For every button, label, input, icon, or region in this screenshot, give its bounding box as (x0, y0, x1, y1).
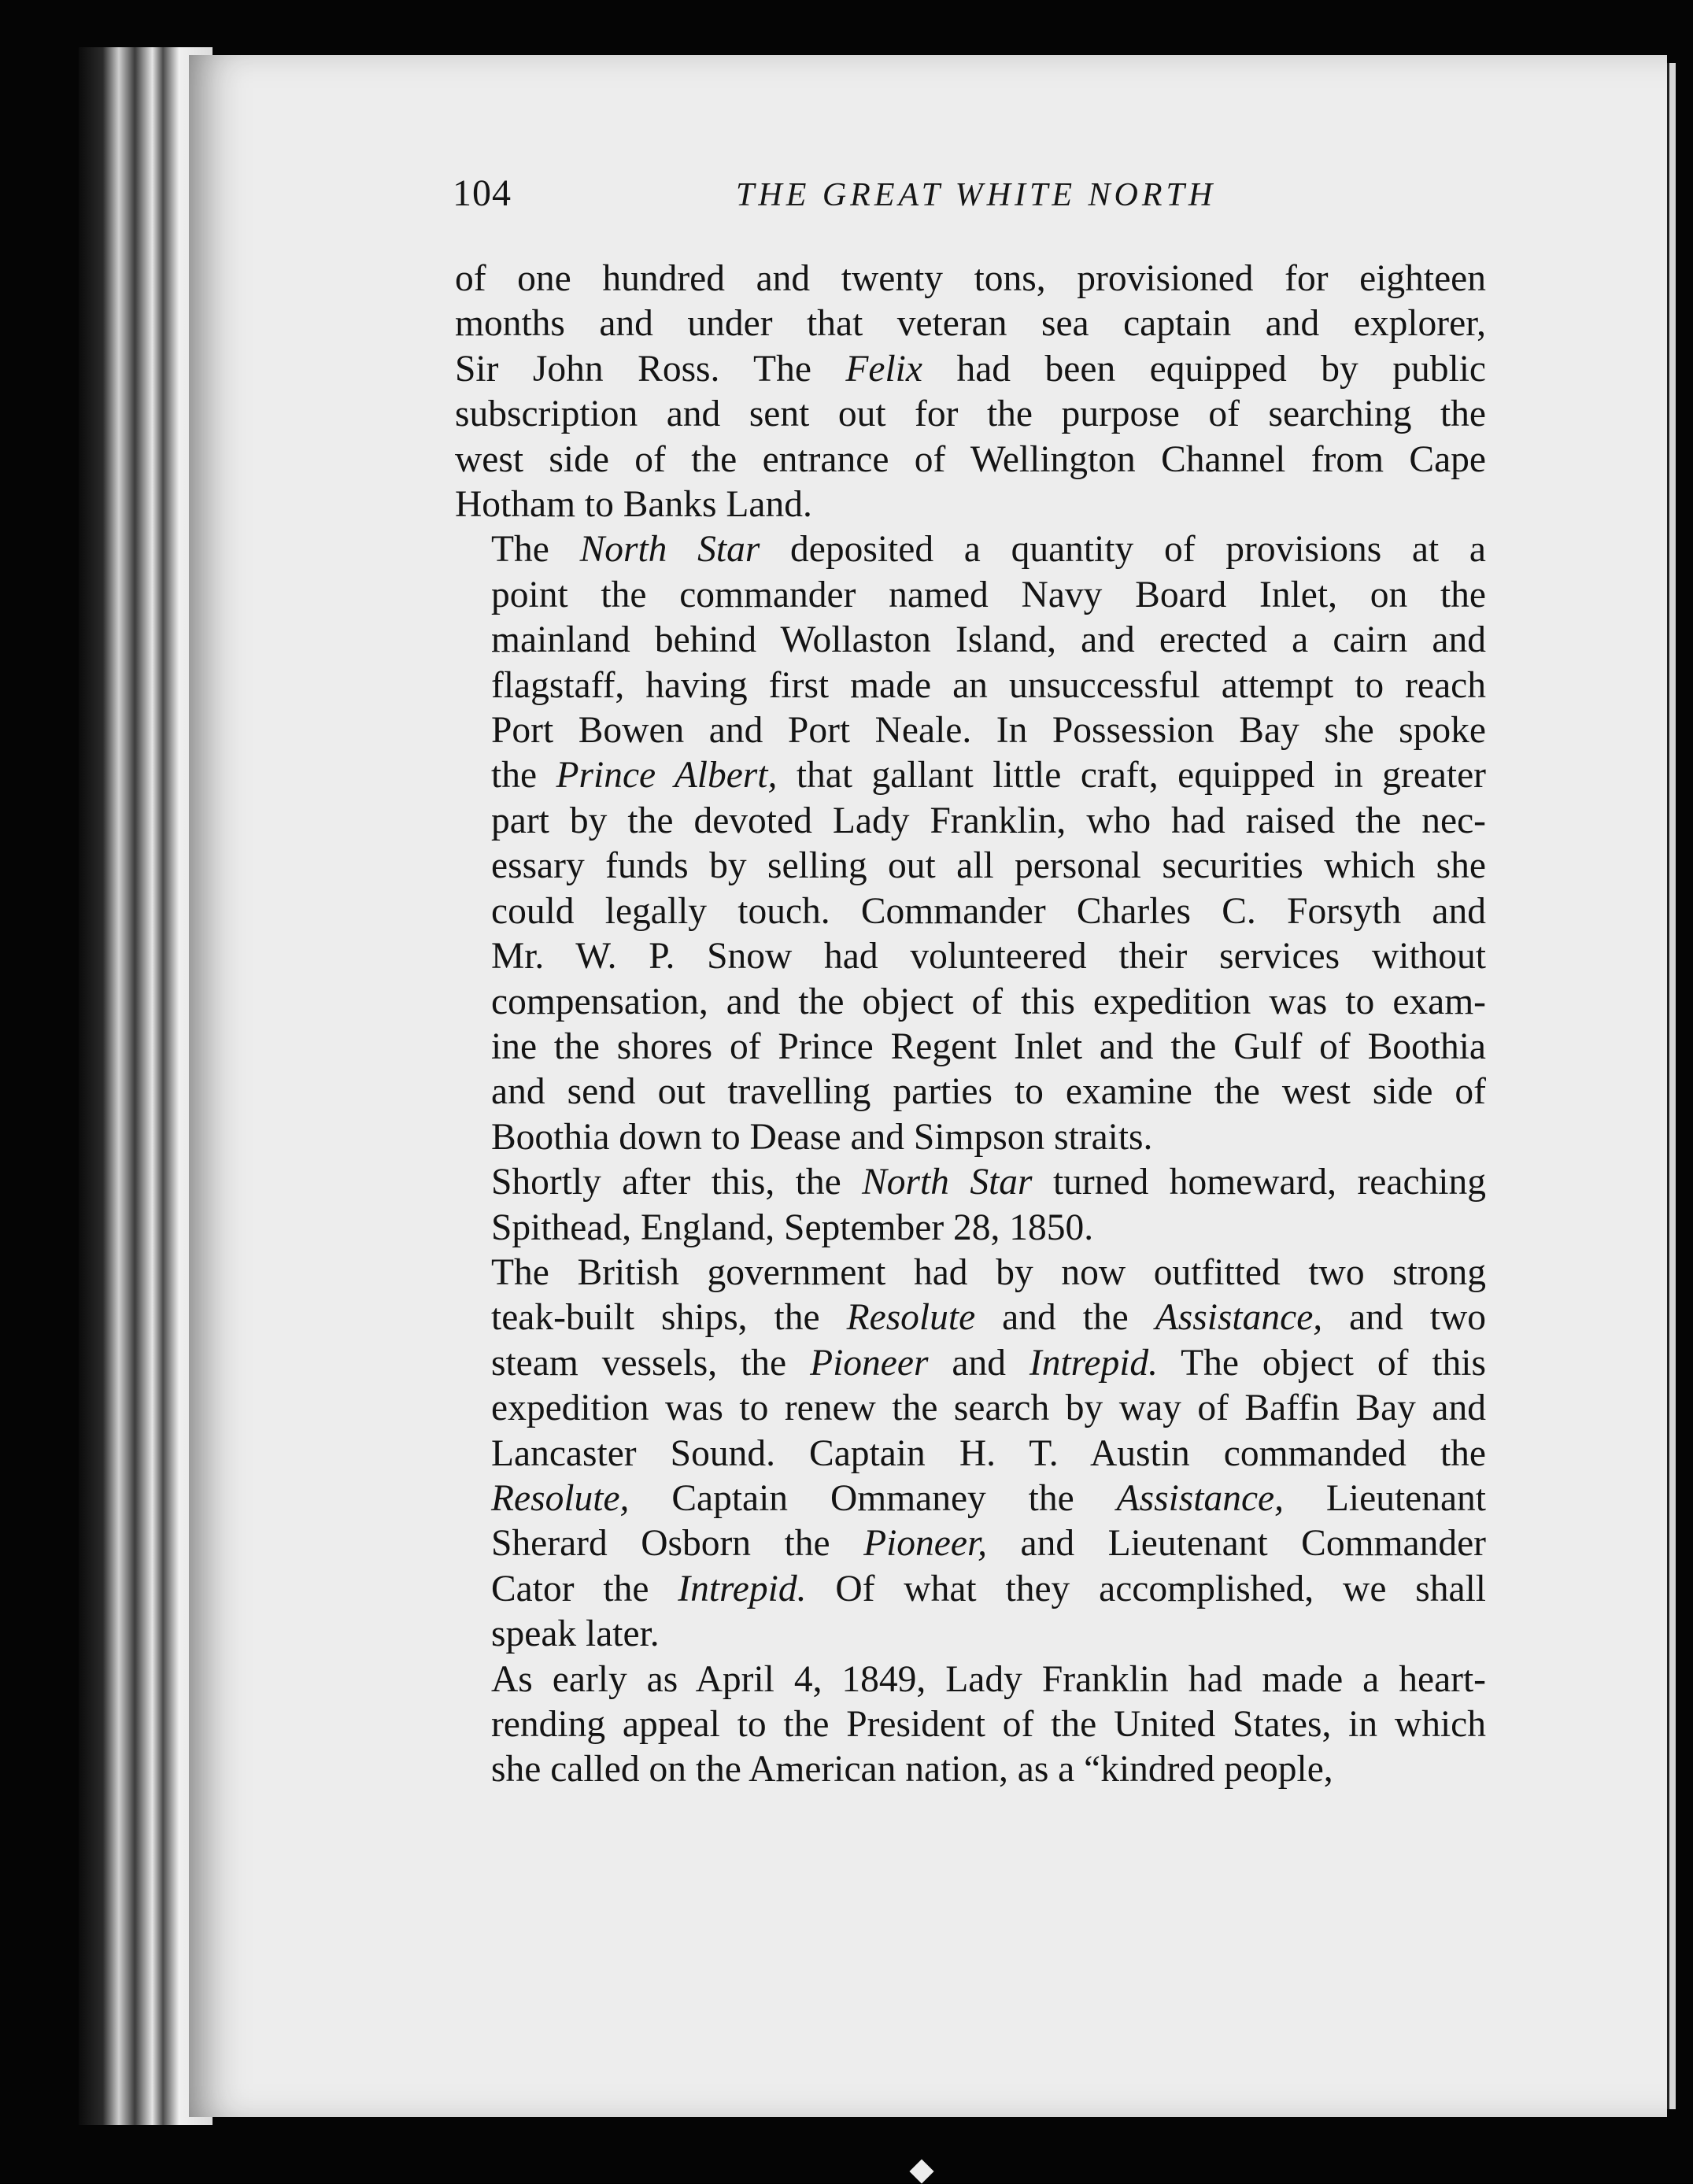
text-line: steam vessels, the Pioneer and Intrepid. The object of this (491, 1342, 1486, 1384)
text-line: mainland behind Wollaston Island, and erected a cairn and (491, 619, 1486, 661)
text-line: Hotham to Banks Land. (455, 484, 812, 526)
text-line: part by the devoted Lady Franklin, who had raised the nec- (491, 800, 1486, 841)
text-line: point the commander named Navy Board Inlet, on the (491, 574, 1486, 615)
text-line: Boothia down to Dease and Simpson straits. (491, 1116, 1153, 1158)
text-line: and send out travelling parties to examine the west side of (491, 1071, 1486, 1113)
ship-name: North Star (579, 529, 760, 571)
text-line: Shortly after this, the North Star turned homeward, reaching (491, 1162, 1486, 1203)
text-line: Sherard Osborn the Pioneer, and Lieutenant Commander (491, 1523, 1486, 1565)
text-line: essary funds by selling out all personal securities which she (491, 845, 1486, 887)
ship-name: Pioneer, (863, 1523, 988, 1565)
page-right-edge (1667, 63, 1676, 2109)
paragraph (455, 1251, 1486, 1657)
text-line: subscription and sent out for the purpose of searching the (455, 394, 1486, 435)
text-line: teak-built ships, the Resolute and the Assistance, and two (491, 1297, 1486, 1339)
paragraph (455, 527, 1486, 1160)
text-line: The North Star deposited a quantity of provisions at a (491, 529, 1486, 571)
paragraph (455, 257, 1486, 527)
page-number: 104 (453, 172, 512, 214)
text-line: months and under that veteran sea captain and explorer, (455, 303, 1486, 345)
text-line: of one hundred and twenty tons, provisioned for eighteen (455, 258, 1486, 299)
paragraph (455, 1657, 1486, 1793)
ship-name: Resolute (846, 1297, 976, 1339)
body-text (455, 257, 1486, 1793)
text-line: Cator the Intrepid. Of what they accomplished, we shall (491, 1568, 1486, 1609)
text-line: expedition was to renew the search by way of Baffin Bay and (491, 1388, 1486, 1429)
text-line: Sir John Ross. The Felix had been equipped by public (455, 348, 1486, 390)
text-line: could legally touch. Commander Charles C. Forsyth and (491, 890, 1486, 932)
ship-name: Assistance, (1155, 1297, 1323, 1339)
ship-name: Resolute, (491, 1477, 630, 1519)
text-line: speak later. (491, 1613, 660, 1655)
text-line: she called on the American nation, as a “kindred people, (491, 1749, 1333, 1790)
ship-name: Felix (845, 348, 922, 390)
ship-name: North Star (862, 1162, 1033, 1203)
ship-name: Assistance, (1116, 1477, 1285, 1519)
text-line: flagstaff, having first made an unsuccessful attempt to reach (491, 664, 1486, 706)
text-line: rending appeal to the President of the United States, in which (491, 1704, 1486, 1745)
text-line: Resolute, Captain Ommaney the Assistance, Lieutenant (491, 1477, 1487, 1519)
ship-name: Pioneer (810, 1342, 929, 1384)
text-line: compensation, and the object of this expedition was to exam- (491, 981, 1486, 1022)
ship-name: Intrepid. (678, 1568, 807, 1609)
text-line: Port Bowen and Port Neale. In Possession Bay she spoke (491, 710, 1486, 752)
page-header (453, 172, 1476, 227)
ship-name: Prince Albert, (556, 755, 778, 796)
text-line: Mr. W. P. Snow had volunteered their services without (491, 936, 1486, 977)
text-line: As early as April 4, 1849, Lady Franklin had made a heart- (491, 1658, 1486, 1700)
paragraph (455, 1160, 1486, 1251)
text-line: Lancaster Sound. Captain H. T. Austin commanded the (491, 1432, 1486, 1474)
text-line: the Prince Albert, that gallant little craft, equipped in greater (491, 755, 1487, 796)
text-line: The British government had by now outfitted two strong (491, 1251, 1486, 1293)
ship-name: Intrepid. (1029, 1342, 1159, 1384)
text-line: ine the shores of Prince Regent Inlet and the Gulf of Boothia (491, 1025, 1486, 1067)
text-line: west side of the entrance of Wellington Channel from Cape (455, 438, 1486, 480)
running-title: THE GREAT WHITE NORTH (736, 177, 1217, 213)
text-line: Spithead, England, September 28, 1850. (491, 1207, 1094, 1248)
